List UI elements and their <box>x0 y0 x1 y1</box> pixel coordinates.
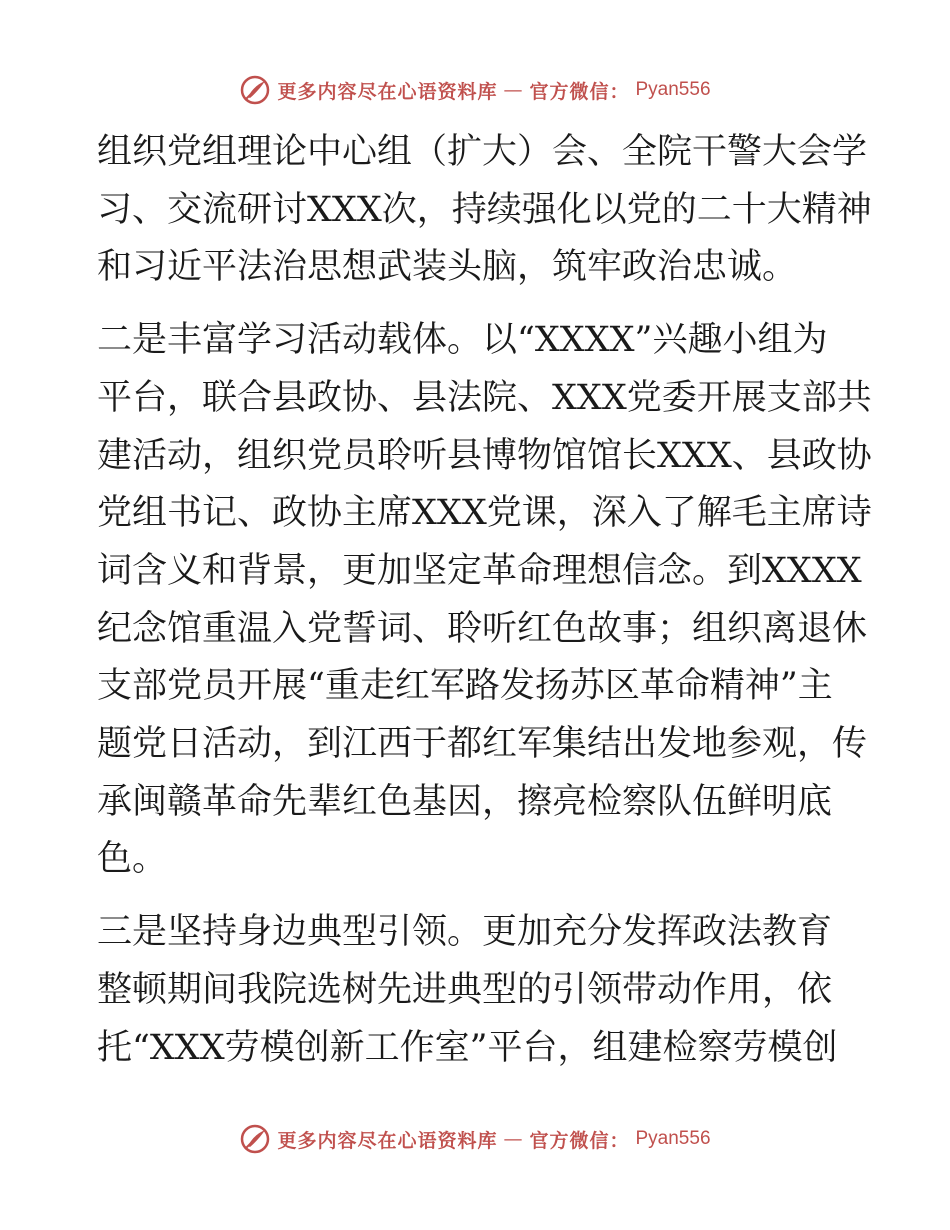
text-line: 承闽赣革命先辈红色基因，擦亮检察队伍鲜明底 <box>97 781 833 822</box>
watermark-header <box>0 70 950 110</box>
text-line: 组织党组理论中心组（扩大）会、全院干警大会学 <box>97 132 868 172</box>
text-line: 三是坚持身边典型引领。更加充分发挥政法教育 <box>97 912 833 953</box>
text-line: 二是丰富学习活动载体。以“XXXX”兴趣小组为 <box>97 320 828 361</box>
text-line: 纪念馆重温入党誓词、聆听红色故事；组织离退休 <box>97 608 868 649</box>
text-line: 支部党员开展“重走红军路发扬苏区革命精神”主 <box>97 666 833 707</box>
text-line: 题党日活动，到江西于都红军集结出发地参观，传 <box>97 724 868 765</box>
watermark-footer <box>0 1119 950 1159</box>
text-line: 托“XXX劳模创新工作室”平台，组建检察劳模创 <box>97 1027 838 1068</box>
text-line: 党组书记、政协主席XXX党课，深入了解毛主席诗 <box>97 493 872 534</box>
text-line: 建活动，组织党员聆听县博物馆馆长XXX、县政协 <box>97 435 872 476</box>
text-line: 色。 <box>97 839 168 880</box>
feather-pen-icon <box>239 74 271 106</box>
watermark-wechat-label: 官方微信： <box>529 80 630 103</box>
watermark-wechat-label: 官方微信： <box>529 1129 630 1152</box>
watermark-text: 更多内容尽在心语资料库 <box>277 1129 498 1152</box>
watermark-separator: — <box>503 79 524 101</box>
text-line: 和习近平法治思想武装头脑，筑牢政治忠诚。 <box>97 247 798 288</box>
feather-pen-icon <box>239 1123 271 1155</box>
document-body <box>97 124 872 1077</box>
text-line: 平台，联合县政协、县法院、XXX党委开展支部共 <box>97 377 872 418</box>
text-line: 习、交流研讨XXX次，持续强化以党的二十大精神 <box>97 189 872 230</box>
watermark-wechat-id: Pyan556 <box>635 79 711 100</box>
watermark-wechat-id: Pyan556 <box>635 1128 711 1149</box>
watermark-text: 更多内容尽在心语资料库 <box>277 80 498 103</box>
text-line: 词含义和背景，更加坚定革命理想信念。到XXXX <box>97 550 862 591</box>
text-line: 整顿期间我院选树先进典型的引领带动作用，依 <box>97 969 833 1010</box>
watermark-separator: — <box>503 1128 524 1150</box>
